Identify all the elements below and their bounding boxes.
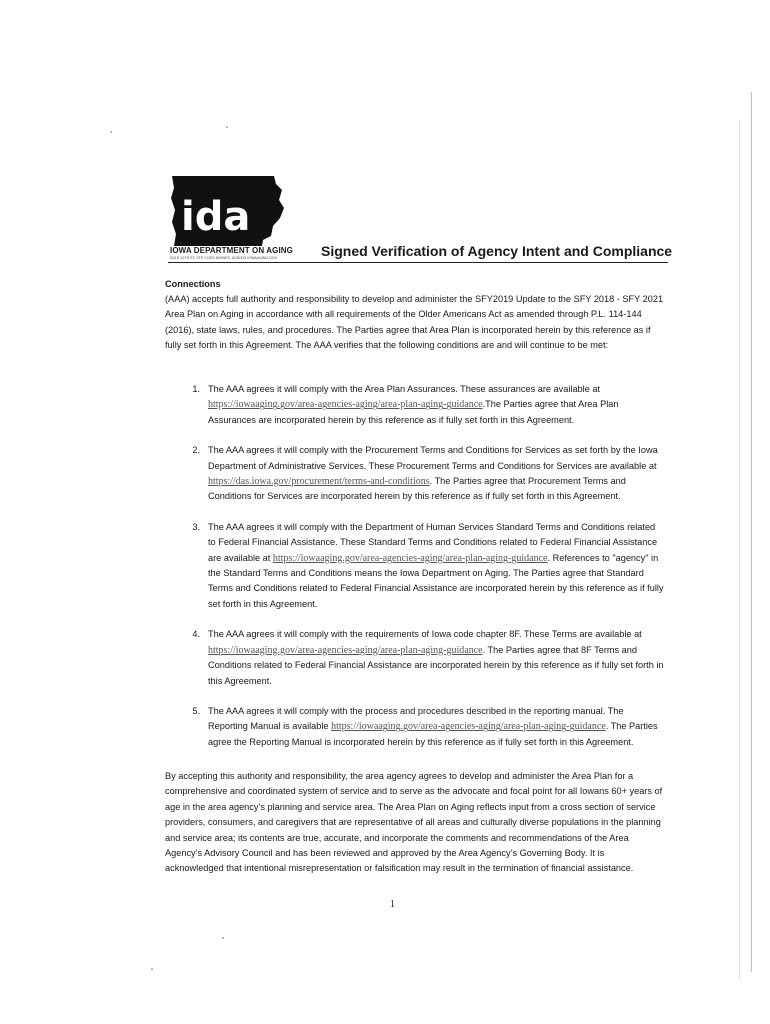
logo-org-name: IOWA DEPARTMENT ON AGING	[170, 246, 293, 255]
scan-speck	[222, 937, 224, 939]
condition-text-pre: The AAA agrees it will comply with the Department of Human Services Standard Terms and Conditions related to Federal Financial Assistance. These Standard Terms and Conditions related to Federal Financial Assistance are available at	[208, 521, 658, 563]
closing-paragraph: By accepting this authority and responsibility, the area agency agrees to develop and administer the Area Plan for a comprehensive and coordinated system of service and to serve as the advocate and focal point for all Iowans 60+ years of age in the area agency’s planning and service area. The Area Plan on Aging reflects input from a cross section of service providers, consumers, and caregivers that are representative of all areas and culturally diverse populations in the planning and service area; its contents are true, accurate, and incorporate the comments and recommendations of the Area Agency’s Advisory Council and has been reviewed and approved by the Area Agency’s Governing Body. It is acknowledged that intentional misrepresentation or falsification may result in the termination of financial assistance.	[165, 771, 663, 874]
condition-text-post: .The Parties agree that Area Plan Assurances are incorporated herein by this reference as if fully set forth in this Agreement.	[208, 399, 619, 425]
condition-text-pre: The AAA agrees it will comply with the requirements of Iowa code chapter 8F. These Terms are available at	[208, 629, 642, 640]
conditions-list	[165, 382, 665, 765]
condition-text-pre: The AAA agrees it will comply with the Procurement Terms and Conditions for Services as set forth by the Iowa Department of Administrative Services. These Procurement Terms and Conditions for Services are available at	[208, 445, 658, 471]
section-heading: Connections	[165, 279, 221, 289]
condition-text	[208, 520, 665, 612]
scan-speck	[226, 126, 228, 128]
logo-address: 510 E 12TH ST, STE 2 DES MOINES, IA 50319 IOWAAGING.GOV	[170, 256, 278, 260]
reference-link[interactable]: https://iowaaging.gov/area-agencies-aging/area-plan-aging-guidance	[208, 399, 483, 411]
condition-item	[165, 627, 665, 689]
condition-text-post: . The Parties agree the Reporting Manual is incorporated herein by this reference as if fully set forth in this Agreement.	[208, 721, 658, 747]
condition-number: 1.	[192, 384, 200, 394]
condition-text-post: . The Parties agree that 8F Terms and Conditions related to Federal Financial Assistance are incorporated herein by this reference as if fully set forth in this Agreement.	[208, 644, 664, 686]
condition-number: 3.	[192, 521, 200, 532]
reference-link[interactable]: https://iowaaging.gov/area-agencies-aging/area-plan-aging-guidance	[208, 644, 483, 656]
condition-text-pre: The AAA agrees it will comply with the Area Plan Assurances. These assurances are available at	[208, 384, 601, 394]
reference-link[interactable]: https://das.iowa.gov/procurement/terms-and-conditions	[208, 476, 430, 488]
condition-item	[165, 382, 665, 428]
condition-text	[208, 382, 665, 428]
scan-edge-line	[751, 92, 752, 972]
title-divider	[168, 262, 668, 263]
condition-number: 2.	[192, 445, 200, 456]
page-number: 1	[390, 899, 395, 910]
scan-speck	[151, 968, 153, 970]
scan-edge-line-faint	[739, 120, 740, 980]
condition-number: 4.	[192, 629, 200, 640]
condition-item	[165, 443, 665, 505]
scan-speck	[110, 131, 112, 133]
logo-letters: ida	[181, 194, 251, 240]
condition-text-post: . References to "agency" in the Standard Terms and Conditions means the Iowa Department on Aging. The Parties agree that Standard Terms and Conditions related to Federal Financial Assistance are incorporated herein by this reference as if fully set forth in this Agreement.	[208, 552, 664, 609]
condition-text	[208, 704, 665, 750]
reference-link[interactable]: https://iowaaging.gov/area-agencies-aging/area-plan-aging-guidance	[331, 721, 606, 733]
condition-text-pre: The AAA agrees it will comply with the process and procedures described in the reporting manual. The Reporting Manual is available	[208, 705, 624, 732]
condition-number: 5.	[192, 705, 200, 716]
condition-item	[165, 704, 665, 750]
condition-text	[208, 443, 665, 505]
document-title: Signed Verification of Agency Intent and Compliance	[321, 243, 673, 259]
condition-text-post: . The Parties agree that Procurement Terms and Conditions for Services are incorporated herein by this reference as if fully set forth in this Agreement.	[208, 476, 626, 502]
condition-item	[165, 520, 665, 612]
reference-link[interactable]: https://iowaaging.gov/area-agencies-aging/area-plan-aging-guidance	[272, 552, 548, 564]
intro-paragraph: (AAA) accepts full authority and responsibility to develop and administer the SFY2019 Update to the SFY 2018 - SFY 2021 Area Plan on Aging in accordance with all requirements of the Older Americans Act as amended through P.L. 114-144 (2016), state laws, rules, and procedures. The Parties agree that Area Plan is incorporated herein by this reference as if fully set forth in this Agreement. The AAA verifies that the following conditions are and will continue to be met:	[165, 294, 664, 351]
condition-text	[208, 627, 665, 689]
